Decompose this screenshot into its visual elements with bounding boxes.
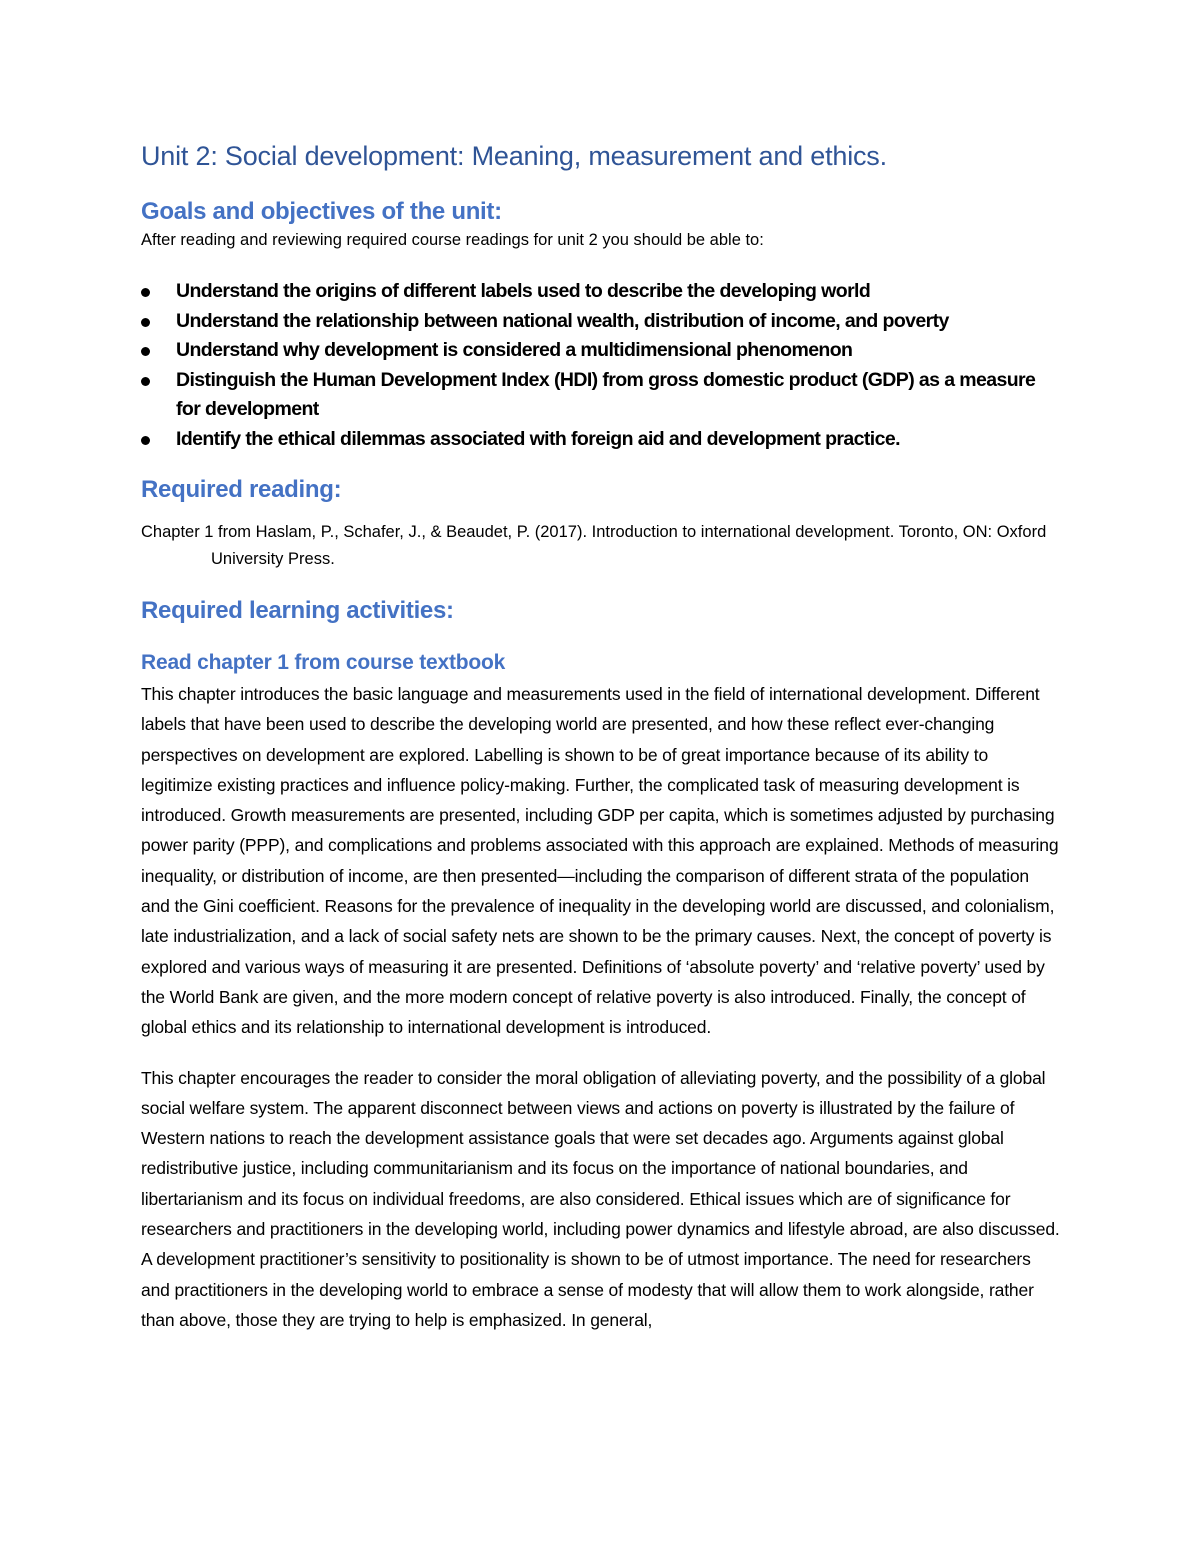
reading-citation: Chapter 1 from Haslam, P., Schafer, J., & Beaudet, P. (2017). Introduction to international development. Toronto, ON: Oxford University Press. [141,523,1047,568]
bullet-icon [141,436,150,445]
list-item [141,366,1061,425]
objective-text: Distinguish the Human Development Index (HDI) from gross domestic product (GDP) as a measure for development [176,368,1036,420]
list-item [141,425,1061,455]
objectives-list [141,277,1061,454]
goals-intro: After reading and reviewing required course readings for unit 2 you should be able to: [141,231,764,249]
learning-activities-heading: Required learning activities: [141,597,454,624]
activity-paragraph-1: This chapter introduces the basic language and measurements used in the field of international development. Different labels that have been used to describe the developing world are presented, and how these reflect ever-changing perspectives on development are explored. Labelling is shown to be of great importance because of its ability to legitimize existing practices and influence policy-making. Further, the complicated task of measuring development is introduced. Growth measurements are presented, including GDP per capita, which is sometimes adjusted by purchasing power parity (PPP), and complications and problems associated with this approach are explained. Methods of measuring inequality, or distribution of income, are then presented—including the comparison of different strata of the population and the Gini coefficient. Reasons for the prevalence of inequality in the developing world are discussed, and colonialism, late industrialization, and a lack of social safety nets are shown to be the primary causes. Next, the concept of poverty is explored and various ways of measuring it are presented. Definitions of ‘absolute poverty’ and ‘relative poverty’ used by the World Bank are given, and the more modern concept of relative poverty is also introduced. Finally, the concept of global ethics and its relationship to international development is introduced. [141,684,1059,1038]
objective-text: Understand why development is considered a multidimensional phenomenon [176,339,853,361]
objective-text: Identify the ethical dilemmas associated with foreign aid and development practice. [176,427,900,450]
bullet-icon [141,318,150,327]
list-item [141,277,1061,307]
required-reading-heading: Required reading: [141,476,342,503]
goals-heading: Goals and objectives of the unit: [141,198,502,225]
objective-text: Understand the origins of different labels used to describe the developing world [176,280,871,302]
unit-title: Unit 2: Social development: Meaning, measurement and ethics. [141,141,887,171]
bullet-icon [141,377,150,386]
objective-text: Understand the relationship between national wealth, distribution of income, and poverty [176,309,949,332]
document-page [141,138,1061,1335]
activity-subheading: Read chapter 1 from course textbook [141,651,506,674]
bullet-icon [141,347,150,356]
list-item [141,336,1061,366]
list-item [141,307,1061,337]
bullet-icon [141,288,150,297]
activity-paragraph-2: This chapter encourages the reader to consider the moral obligation of alleviating poverty, and the possibility of a global social welfare system. The apparent disconnect between views and actions on poverty is illustrated by the failure of Western nations to reach the development assistance goals that were set decades ago. Arguments against global redistributive justice, including communitarianism and its focus on the importance of national boundaries, and libertarianism and its focus on individual freedoms, are also considered. Ethical issues which are of significance for researchers and practitioners in the developing world, including power dynamics and lifestyle abroad, are also discussed. A development practitioner’s sensitivity to positionality is shown to be of utmost importance. The need for researchers and practitioners in the developing world to embrace a sense of modesty that will allow them to work alongside, rather than above, those they are trying to help is emphasized. In general, [141,1067,1060,1330]
